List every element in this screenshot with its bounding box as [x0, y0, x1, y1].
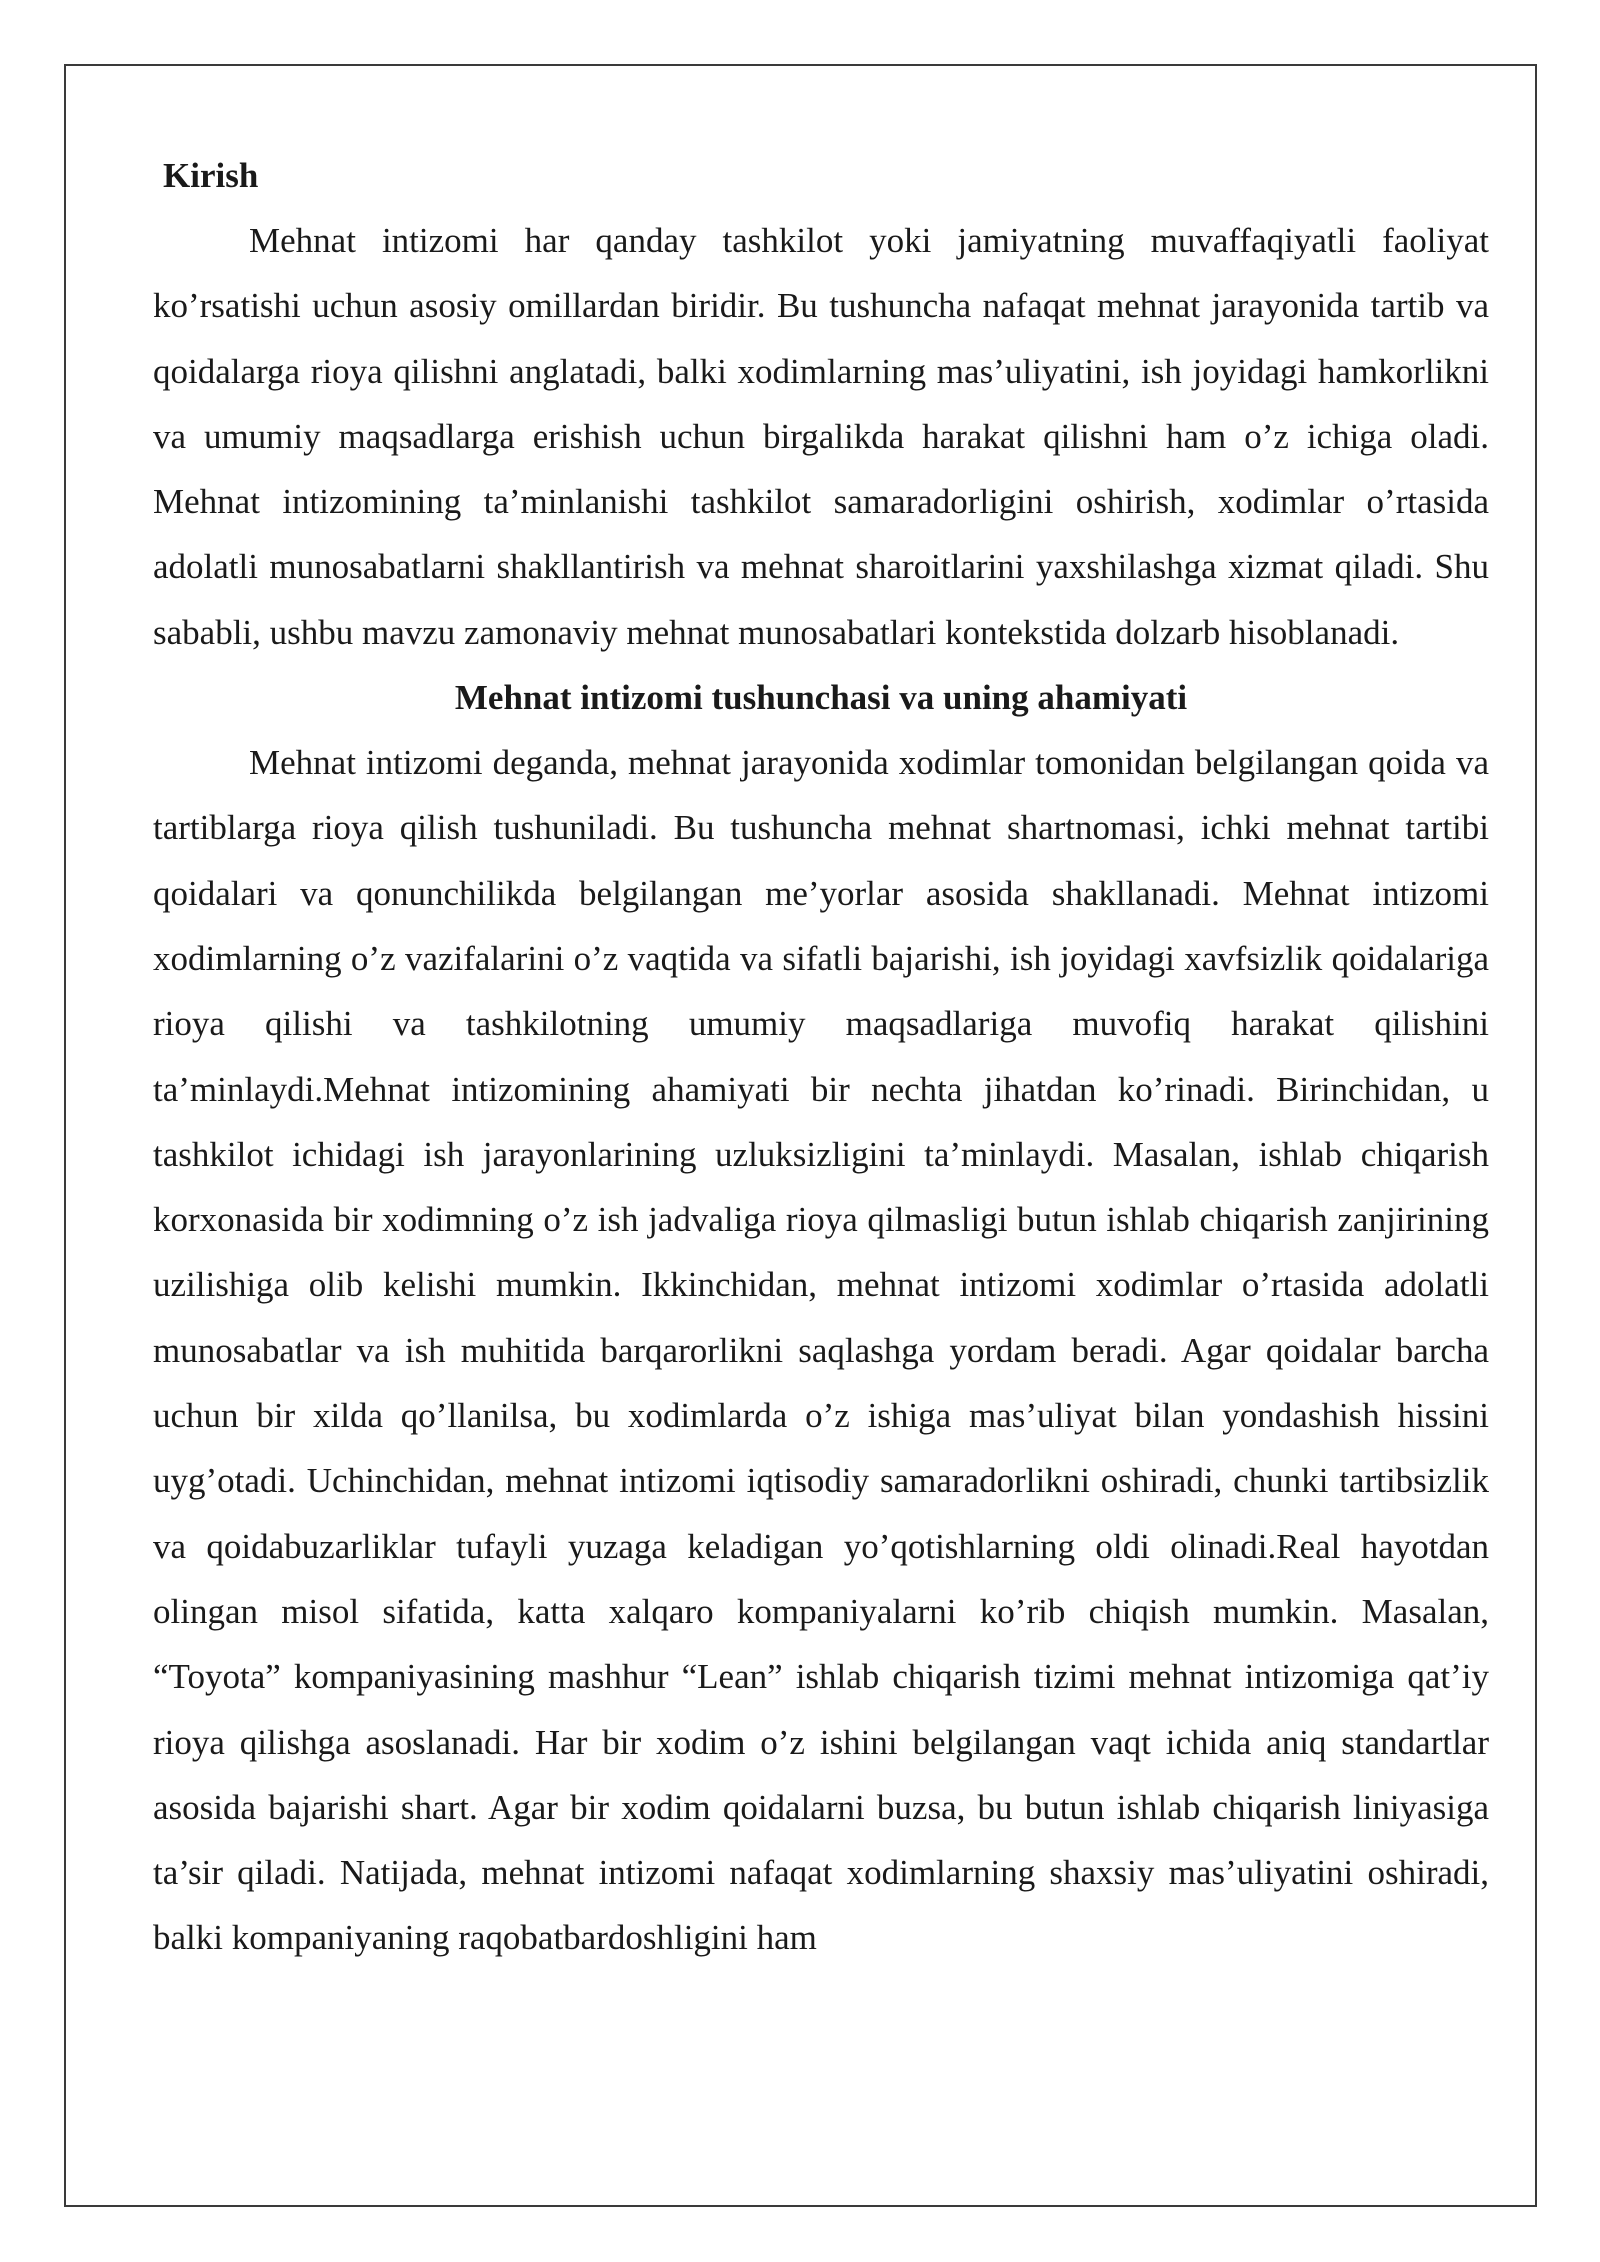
- section-paragraph: Mehnat intizomi deganda, mehnat jarayonida xodimlar tomonidan belgilangan qoida va tartiblarga rioya qilish tushuniladi. Bu tushuncha mehnat shartnomasi, ichki mehnat tartibi qoidalari va qonunchilikda belgilangan me’yorlar asosida shakllanadi. Mehnat intizomi xodimlarning o’z vazifalarini o’z vaqtida va sifatli bajarishi, ish joyidagi xavfsizlik qoidalariga rioya qilishi va tashkilotning umumiy maqsadlariga muvofiq harakat qilishini ta’minlaydi.Mehnat intizomining ahamiyati bir nechta jihatdan ko’rinadi. Birinchidan, u tashkilot ichidagi ish jarayonlarining uzluksizligini ta’minlaydi. Masalan, ishlab chiqarish korxonasida bir xodimning o’z ish jadvaliga rioya qilmasligi butun ishlab chiqarish zanjirining uzilishiga olib kelishi mumkin. Ikkinchidan, mehnat intizomi xodimlar o’rtasida adolatli munosabatlar va ish muhitida barqarorlikni saqlashga yordam beradi. Agar qoidalar barcha uchun bir xilda qo’llanilsa, bu xodimlarda o’z ishiga mas’uliyat bilan yondashish hissini uyg’otadi. Uchinchidan, mehnat intizomi iqtisodiy samaradorlikni oshiradi, chunki tartibsizlik va qoidabuzarliklar tufayli yuzaga keladigan yo’qotishlarning oldi olinadi.Real hayotdan olingan misol sifatida, katta xalqaro kompaniyalarni ko’rib chiqish mumkin. Masalan, “Toyota” kompaniyasining mashhur “Lean” ishlab chiqarish tizimi mehnat intizomiga qat’iy rioya qilishga asoslanadi. Har bir xodim o’z ishini belgilangan vaqt ichida aniq standartlar asosida bajarishi shart. Agar bir xodim qoidalarni buzsa, bu butun ishlab chiqarish liniyasiga ta’sir qiladi. Natijada, mehnat intizomi nafaqat xodimlarning shaxsiy mas’uliyatini oshiradi, balki kompaniyaning raqobatbardoshligini ham: [153, 743, 1489, 1958]
- intro-heading: Kirish: [163, 156, 259, 195]
- section-heading: Mehnat intizomi tushunchasi va uning ahamiyati: [454, 678, 1188, 718]
- document-body: [153, 143, 1489, 1971]
- intro-paragraph: Mehnat intizomi har qanday tashkilot yoki jamiyatning muvaffaqiyatli faoliyat ko’rsatishi uchun asosiy omillardan biridir. Bu tushuncha nafaqat mehnat jarayonida tartib va qoidalarga rioya qilishni anglatadi, balki xodimlarning mas’uliyatini, ish joyidagi hamkorlikni va umumiy maqsadlarga erishish uchun birgalikda harakat qilishni ham o’z ichiga oladi. Mehnat intizomining ta’minlanishi tashkilot samaradorligini oshirish, xodimlar o’rtasida adolatli munosabatlarni shakllantirish va mehnat sharoitlarini yaxshilashga xizmat qiladi. Shu sababli, ushbu mavzu zamonaviy mehnat munosabatlari kontekstida dolzarb hisoblanadi.: [153, 221, 1489, 652]
